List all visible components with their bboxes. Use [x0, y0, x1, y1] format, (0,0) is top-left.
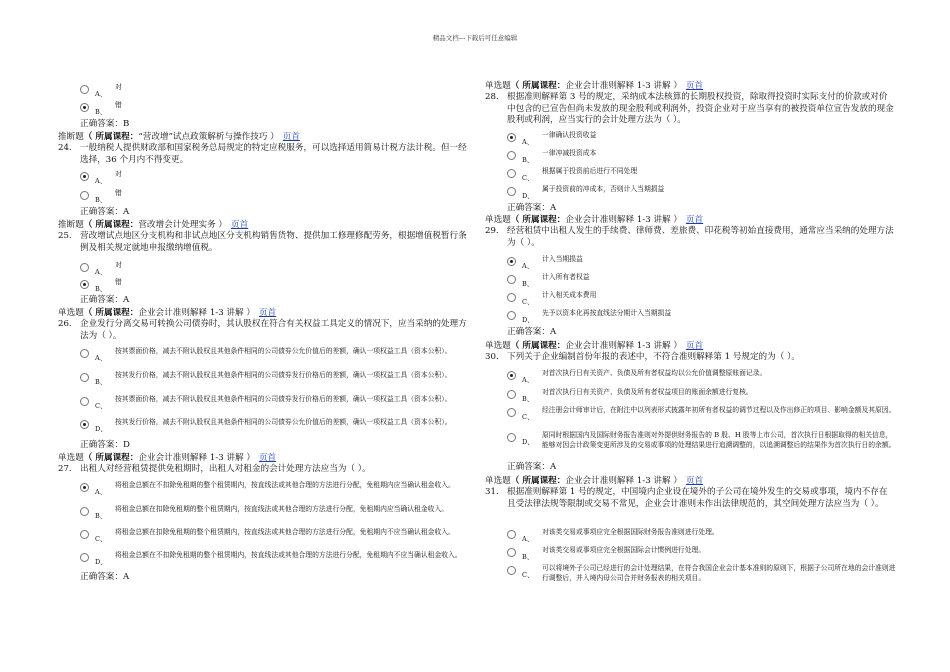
question-meta: 单选题（ 所属课程：企业会计准则解释 1-3 讲解 ） 页首	[485, 341, 704, 351]
question-meta: 单选题（ 所属课程：企业会计准则解释 1-3 讲解 ） 页首	[485, 81, 704, 91]
option-b[interactable]: B、 按其发行价格，减去不附认股权且其他条件相同的公司债券发行价格后的差额，确认一项权益工具（资本公积）。	[80, 371, 470, 386]
page-header: 精品文档---下载后可任意编辑	[432, 34, 518, 42]
correct-answer: 正确答案：A	[507, 203, 557, 213]
option-c[interactable]: C、 根据属于投资前后进行不同处理	[507, 167, 897, 182]
radio-button[interactable]	[80, 191, 89, 200]
radio-button[interactable]	[507, 433, 516, 442]
option-b[interactable]	[80, 101, 470, 116]
question-26	[58, 308, 468, 450]
question-stem: 24. 一般纳税人提供财政部和国家税务总局规定的特定应税服务，可以选择适用简易计税方法计税。但一经选择，36 个月内不得变更。	[58, 143, 467, 165]
radio-button[interactable]	[80, 280, 89, 289]
question-stem: 26. 企业发行分离交易可转换公司债券时，其认股权在符合有关权益工具定义的情况下，应当采纳的处理方法为（ ）。	[58, 319, 467, 341]
question-stem: 28. 根据准则解释第 3 号的规定，采纳成本法核算的长期股权投资，除取得投资时实际支付的价款或对价中包含的已宣告但尚未发放的现金股利或利润外，投资企业对于应当享有的被投资单位宣告发放的现金股利或利润，应当实行的会计处理方法为（ ）。	[485, 92, 894, 125]
page-top-link[interactable]: 页首	[685, 81, 704, 91]
radio-button[interactable]	[507, 187, 516, 196]
option-text: 对	[115, 83, 122, 91]
option-b[interactable]: B、 一律冲减投资成本	[507, 149, 897, 164]
question-stem: 31. 根据准则解释第 1 号的规定，中国境内企业设在境外的子公司在境外发生的交易或事项，境内不存在且受法律法规等限制或交易不常见，企业会计准则未作出法律规范的，其空间处理方法应当为（ ）。	[485, 487, 888, 509]
page-top-link[interactable]: 页首	[258, 453, 277, 463]
radio-button[interactable]	[80, 483, 89, 492]
page-top-link[interactable]: 页首	[685, 215, 704, 225]
option-c[interactable]: C、 计入相关成本费用	[507, 291, 897, 306]
option-d[interactable]: D、 将租金总额在不扣除免租期的整个租赁期内，按直线法或其他合理的方法进行分配，免租期内不应当确认租金收入。	[80, 551, 470, 566]
option-c[interactable]: C、 将租金总额在扣除免租期的整个租赁期内，按直线法或其他合理的方法进行分配，免租期内不应当确认租金收入。	[80, 528, 470, 543]
option-a[interactable]	[80, 83, 470, 98]
question-stem: 30. 下列关于企业编制首份年报的表述中，不符合准则解释第 1 号规定的为（ ）。	[485, 352, 800, 362]
option-letter: B、	[95, 108, 107, 116]
page-top-link[interactable]: 页首	[231, 220, 249, 230]
question-meta: 单选题（ 所属课程：企业会计准则解释 1-3 讲解 ） 页首	[485, 476, 704, 486]
option-b[interactable]: B、 对该类交易或事项应完全根据国际会计惯例进行处理。	[507, 546, 897, 561]
radio-button[interactable]	[507, 408, 516, 417]
option-a[interactable]: A、 计入当期损益	[507, 255, 897, 270]
radio-button[interactable]	[507, 566, 516, 575]
option-d[interactable]: D、 属于投资前的冲成本，否则计入当期损益	[507, 185, 897, 200]
question-31	[485, 476, 896, 582]
page-top-link[interactable]: 页首	[685, 476, 704, 486]
question-meta: 单选题（ 所属课程：企业会计准则解释 1-3 讲解 ） 页首	[58, 453, 277, 463]
option-text: 错	[115, 101, 122, 109]
radio-button[interactable]	[80, 507, 89, 516]
correct-answer: 正确答案：A	[507, 327, 557, 337]
radio-button[interactable]	[507, 151, 516, 160]
radio-button[interactable]	[80, 420, 89, 429]
question-meta: 单选题（ 所属课程：企业会计准则解释 1-3 讲解 ） 页首	[58, 308, 277, 318]
correct-answer: 正确答案：B	[80, 119, 130, 129]
correct-answer: 正确答案：A	[80, 572, 130, 582]
radio-button[interactable]	[507, 293, 516, 302]
option-c[interactable]: C、 按其票面价格，减去不附认股权且其他条件相同的公司债券发行价格后的差额，确认一项权益工具（资本公积）。	[80, 395, 470, 410]
question-stem: 25. 营改增试点地区分支机构和非试点地区分支机构销售货物、提供加工修理修配劳务，根据增值税暂行条例及相关规定就地申报缴纳增值税。	[58, 231, 467, 253]
option-b[interactable]: B、 将租金总额在扣除免租期的整个租赁期内，按直线法或其他合理的方法进行分配，免租期内应当确认租金收入。	[80, 505, 470, 520]
radio-button[interactable]	[507, 548, 516, 557]
option-d[interactable]: D、 按其发行价格，减去不附认股权且其他条件相同的公司债券公允价值后的差额，确认一项权益工具（资本公积）。	[80, 418, 470, 433]
radio-button[interactable]	[507, 371, 516, 380]
option-b[interactable]: B、 计入所有者权益	[507, 273, 897, 288]
question-meta: 推断题（ 所属课程：“营改增”试点政策解析与操作技巧 ） 页首	[58, 132, 300, 142]
page-top-link[interactable]: 页首	[282, 132, 300, 142]
radio-button[interactable]	[80, 85, 89, 94]
question-25	[58, 220, 468, 305]
radio-button[interactable]	[507, 275, 516, 284]
option-d[interactable]: D、 先予以资本化再按直线法分期计入当期损益	[507, 309, 897, 324]
question-28	[485, 81, 895, 213]
radio-button[interactable]	[80, 373, 89, 382]
option-c[interactable]: C、 经注册会计师审计后，在附注中以列表形式披露年初所有者权益的调节过程以及作出修正的项目、影响金额及其原因。	[507, 406, 897, 421]
radio-button[interactable]	[507, 390, 516, 399]
option-c[interactable]: C、 可以将境外子公司已经进行的会计处理结果，在符合我国企业会计基本准则的原则下，根据子公司所在地的会计准则进行调整后，并入境内母公司合并财务报表的相关项目。	[507, 564, 897, 583]
option-b[interactable]: B、 错	[80, 189, 470, 204]
option-a[interactable]: A、 对	[80, 261, 470, 276]
correct-answer: 正确答案：D	[80, 440, 130, 450]
option-a[interactable]: A、 对该类交易或事项应完全根据国际财务报告准则进行处理。	[507, 528, 897, 543]
radio-button[interactable]	[507, 133, 516, 142]
radio-button[interactable]	[507, 169, 516, 178]
correct-answer: 正确答案：A	[80, 207, 130, 217]
radio-button[interactable]	[80, 530, 89, 539]
radio-button[interactable]	[80, 553, 89, 562]
option-b[interactable]: B、 错	[80, 278, 470, 293]
question-30	[485, 341, 896, 472]
question-stem: 27. 出租人对经营租赁提供免租期时，出租人对租金的会计处理方法应当为（ ）。	[58, 464, 371, 474]
radio-button[interactable]	[507, 257, 516, 266]
option-a[interactable]: A、 一律确认投资收益	[507, 131, 897, 146]
option-a[interactable]: A、 按其票面价格，减去不附认股权且其他条件相同的公司债券公允价值后的差额，确认一项权益工具（资本公积）。	[80, 347, 470, 362]
question-29	[485, 215, 895, 337]
page-top-link[interactable]: 页首	[258, 308, 277, 318]
question-24	[58, 132, 468, 217]
radio-button[interactable]	[80, 397, 89, 406]
question-meta: 单选题（ 所属课程：企业会计准则解释 1-3 讲解 ） 页首	[485, 215, 704, 225]
correct-answer: 正确答案：A	[507, 462, 557, 472]
page-top-link[interactable]: 页首	[685, 341, 704, 351]
radio-button[interactable]	[80, 103, 89, 112]
option-a[interactable]: A、 将租金总额在不扣除免租期的整个租赁期内，按直线法或其他合理的方法进行分配，免租期内应当确认租金收入。	[80, 481, 470, 496]
radio-button[interactable]	[80, 263, 89, 272]
radio-button[interactable]	[507, 311, 516, 320]
radio-button[interactable]	[80, 349, 89, 358]
radio-button[interactable]	[80, 172, 89, 181]
option-a[interactable]: A、 对	[80, 170, 470, 185]
option-d[interactable]: D、 原同时根据国内及国际财务报告准则对外提供财务报告的 B 股、H 股等上市公司，首次执行日根据取得的相关信息，能够对因会计政策变更所涉及的交易或事项的处理结果进行追溯调整的，以追溯调整后的结果作为首次执行日的余额。	[507, 431, 897, 450]
question-27	[58, 453, 468, 582]
correct-answer: 正确答案：A	[80, 295, 130, 305]
question-stem: 29. 经营租赁中出租人发生的手续费、律师费、差旅费、印花税等初始直接费用，通常应当采纳的处理方法为（ ）。	[485, 226, 894, 248]
radio-button[interactable]	[507, 530, 516, 539]
question-meta: 推断题（ 所属课程：营改增会计处理实务 ） 页首	[58, 220, 249, 230]
option-b[interactable]: B、 对首次执行日有关资产、负债及所有者权益项目的账面余额进行复核。	[507, 388, 897, 403]
option-a[interactable]: A、 对首次执行日有关资产、负债及所有者权益均以公允价值调整原账面记录。	[507, 369, 897, 384]
option-letter: A、	[95, 90, 107, 98]
